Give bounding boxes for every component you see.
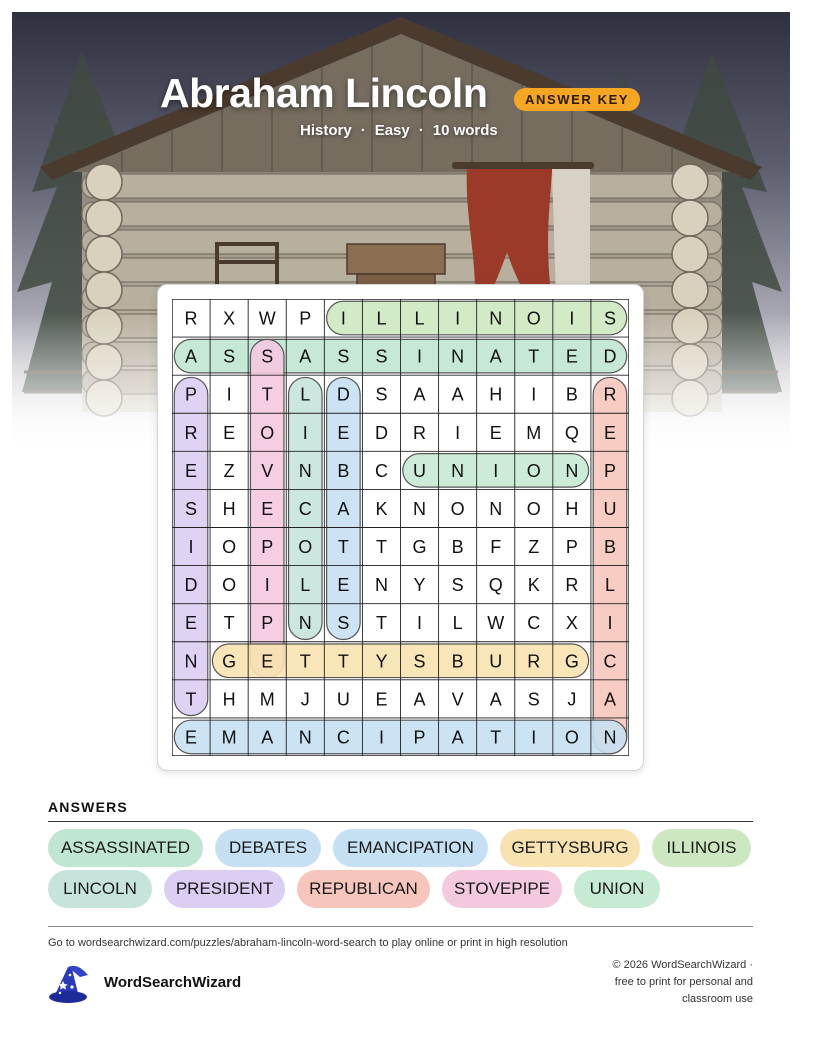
answer-pill-union: UNION — [574, 870, 660, 908]
grid-letter: E — [489, 422, 502, 443]
grid-letter: T — [490, 727, 502, 748]
grid-letter: H — [222, 689, 236, 710]
grid-letter: I — [378, 727, 384, 748]
grid-letter: I — [531, 727, 537, 748]
grid-letter: E — [337, 422, 350, 443]
grid-letter: L — [414, 308, 425, 329]
grid-letter: S — [375, 384, 388, 405]
grid-letter: E — [223, 422, 236, 443]
grid-letter: C — [527, 613, 541, 634]
grid-letter: I — [455, 308, 461, 329]
grid-letter: A — [413, 689, 426, 710]
grid-letter: I — [417, 346, 423, 367]
grid-letter: B — [565, 384, 578, 405]
divider — [48, 926, 753, 927]
grid-letter: R — [184, 308, 198, 329]
answer-pill-illinois: ILLINOIS — [652, 829, 751, 867]
grid-letter: B — [603, 537, 616, 558]
grid-letter: Z — [528, 537, 540, 558]
grid-letter: R — [603, 384, 617, 405]
grid-letter: W — [258, 308, 276, 329]
grid-letter: B — [451, 537, 464, 558]
grid-letter: Y — [413, 575, 426, 596]
grid-letter: G — [222, 651, 237, 672]
grid-letter: R — [565, 575, 579, 596]
grid-letter: O — [222, 575, 237, 596]
grid-letter: I — [264, 575, 270, 596]
grid-letter: T — [337, 537, 349, 558]
grid-letter: A — [337, 498, 350, 519]
grid-letter: I — [569, 308, 575, 329]
grid-letter: A — [185, 346, 198, 367]
grid-letter: O — [260, 422, 275, 443]
grid-letter: G — [564, 651, 579, 672]
grid-letter: K — [527, 575, 540, 596]
grid-letter: S — [413, 651, 426, 672]
grid-letter: L — [604, 575, 615, 596]
grid-letter: D — [374, 422, 388, 443]
grid-letter: M — [259, 689, 275, 710]
wizard-hat-icon — [48, 963, 94, 1005]
grid-letter: E — [261, 498, 274, 519]
grid-letter: I — [531, 384, 537, 405]
title-row — [0, 70, 816, 120]
grid-letter: N — [489, 308, 503, 329]
grid-letter: A — [489, 346, 502, 367]
answer-pill-emancipation: EMANCIPATION — [333, 829, 488, 867]
grid-letter: H — [489, 384, 503, 405]
grid-letter: E — [185, 460, 198, 481]
grid-letter: C — [374, 460, 388, 481]
grid-letter: I — [417, 613, 423, 634]
grid-letter: X — [565, 613, 578, 634]
grid-letter: C — [603, 651, 617, 672]
grid-letter: K — [375, 498, 388, 519]
grid-letter: T — [261, 384, 273, 405]
grid-letter: G — [412, 537, 427, 558]
grid-letter: T — [223, 613, 235, 634]
grid-letter: N — [184, 651, 198, 672]
grid-letter: I — [455, 422, 461, 443]
grid-letter: R — [184, 422, 198, 443]
brand-name: WordSearchWizard — [104, 974, 242, 991]
grid-letter: S — [337, 613, 350, 634]
copyright-notice — [563, 957, 753, 1008]
grid-letter: P — [185, 384, 198, 405]
grid-letter: X — [223, 308, 236, 329]
grid-letter: T — [185, 689, 197, 710]
grid-letter: U — [413, 460, 427, 481]
grid-letter: A — [451, 727, 464, 748]
grid-letter: V — [451, 689, 464, 710]
grid-letter: O — [526, 498, 541, 519]
grid-letter: E — [185, 613, 198, 634]
grid-letter: T — [528, 346, 540, 367]
grid-letter: L — [452, 613, 463, 634]
grid-letter: E — [565, 346, 578, 367]
grid-letter: E — [185, 727, 198, 748]
grid-letter: O — [222, 537, 237, 558]
grid-letter: E — [603, 422, 616, 443]
grid-letter: T — [375, 613, 387, 634]
divider — [48, 821, 753, 822]
grid-letter: W — [487, 613, 505, 634]
separator-dot: · — [360, 122, 366, 139]
grid-letter: L — [300, 384, 311, 405]
grid-letter: S — [375, 346, 388, 367]
grid-letter: T — [375, 537, 387, 558]
grid-letter: C — [298, 498, 312, 519]
grid-letter: E — [375, 689, 388, 710]
grid-letter: N — [451, 460, 465, 481]
copyright-line: © 2026 WordSearchWizard · — [612, 959, 753, 971]
grid-letter: S — [527, 689, 540, 710]
grid-letter: U — [603, 498, 617, 519]
answer-pill-debates: DEBATES — [215, 829, 321, 867]
grid-letter: P — [299, 308, 312, 329]
grid-letter: N — [489, 498, 503, 519]
grid-letter: A — [413, 384, 426, 405]
grid-letter: Q — [564, 422, 579, 443]
grid-letter: O — [526, 308, 541, 329]
footer-url-text[interactable]: Go to wordsearchwizard.com/puzzles/abraham-lincoln-word-search to play online or print in high resolution — [48, 937, 568, 949]
grid-letter: O — [298, 537, 313, 558]
answer-pill-president: PRESIDENT — [164, 870, 285, 908]
answer-pill-gettysburg: GETTYSBURG — [500, 829, 640, 867]
grid-letter: V — [261, 460, 274, 481]
answers-heading: ANSWERS — [48, 799, 128, 815]
grid-letter: N — [451, 346, 465, 367]
grid-letter: A — [299, 346, 312, 367]
grid-letter: I — [607, 613, 613, 634]
grid-letter: M — [221, 727, 237, 748]
category-label: History — [300, 122, 352, 139]
grid-letter: T — [337, 651, 349, 672]
grid-letter: N — [565, 460, 579, 481]
grid-letter: C — [336, 727, 350, 748]
answer-pill-republican: REPUBLICAN — [297, 870, 430, 908]
grid-letter: I — [493, 460, 499, 481]
grid-letter: M — [526, 422, 542, 443]
answer-key-badge: ANSWER KEY — [514, 88, 640, 111]
copyright-line: free to print for personal and — [614, 976, 753, 988]
grid-letter: D — [603, 346, 617, 367]
grid-letter: N — [298, 460, 312, 481]
grid-letter: Q — [488, 575, 503, 596]
grid-letter: N — [413, 498, 427, 519]
answer-pill-assassinated: ASSASSINATED — [48, 829, 203, 867]
grid-letter: S — [223, 346, 236, 367]
grid-letter: S — [185, 498, 198, 519]
grid-letter: Z — [223, 460, 235, 481]
grid-letter: E — [337, 575, 350, 596]
grid-letter: S — [337, 346, 350, 367]
grid-letter: R — [413, 422, 427, 443]
grid-letter: N — [603, 727, 617, 748]
grid-letter: A — [261, 727, 274, 748]
grid-canvas — [172, 299, 629, 756]
grid-letter: L — [376, 308, 387, 329]
grid-letter: U — [489, 651, 503, 672]
grid-letter: U — [336, 689, 350, 710]
grid-letter: O — [450, 498, 465, 519]
grid-letter: P — [603, 460, 616, 481]
grid-letter: P — [261, 537, 274, 558]
grid-letter: E — [261, 651, 274, 672]
grid-letter: D — [336, 384, 350, 405]
grid-letter: R — [527, 651, 541, 672]
grid-letter: S — [261, 346, 274, 367]
brand-logo[interactable] — [48, 963, 268, 1005]
grid-letter: P — [261, 613, 274, 634]
grid-letter: O — [564, 727, 579, 748]
grid-letter: A — [489, 689, 502, 710]
word-search-grid — [172, 299, 629, 756]
grid-letter: B — [451, 651, 464, 672]
grid-letter: S — [451, 575, 464, 596]
grid-letter: N — [298, 613, 312, 634]
grid-letter: L — [300, 575, 311, 596]
grid-letter: O — [526, 460, 541, 481]
grid-letter: P — [565, 537, 578, 558]
answer-pill-lincoln: LINCOLN — [48, 870, 152, 908]
grid-letter: S — [603, 308, 616, 329]
grid-letter: I — [302, 422, 308, 443]
grid-letter: N — [374, 575, 388, 596]
separator-dot: · — [418, 122, 424, 139]
grid-letter: F — [490, 537, 502, 558]
answer-pill-stovepipe: STOVEPIPE — [442, 870, 562, 908]
word-count-label: 10 words — [432, 122, 498, 139]
grid-letter: I — [340, 308, 346, 329]
grid-letter: J — [300, 689, 310, 710]
grid-letter: Y — [375, 651, 388, 672]
page-title: Abraham Lincoln — [160, 70, 488, 116]
grid-letter: I — [188, 537, 194, 558]
grid-letter: N — [298, 727, 312, 748]
grid-letter: H — [565, 498, 579, 519]
grid-letter: H — [222, 498, 236, 519]
grid-letter: A — [451, 384, 464, 405]
grid-letter: T — [299, 651, 311, 672]
difficulty-label: Easy — [374, 122, 410, 139]
copyright-line: classroom use — [682, 993, 753, 1005]
grid-letter: D — [184, 575, 198, 596]
grid-letter: I — [226, 384, 232, 405]
grid-letter: P — [413, 727, 426, 748]
grid-letter: B — [337, 460, 350, 481]
grid-letter: A — [603, 689, 616, 710]
grid-letter: J — [567, 689, 577, 710]
